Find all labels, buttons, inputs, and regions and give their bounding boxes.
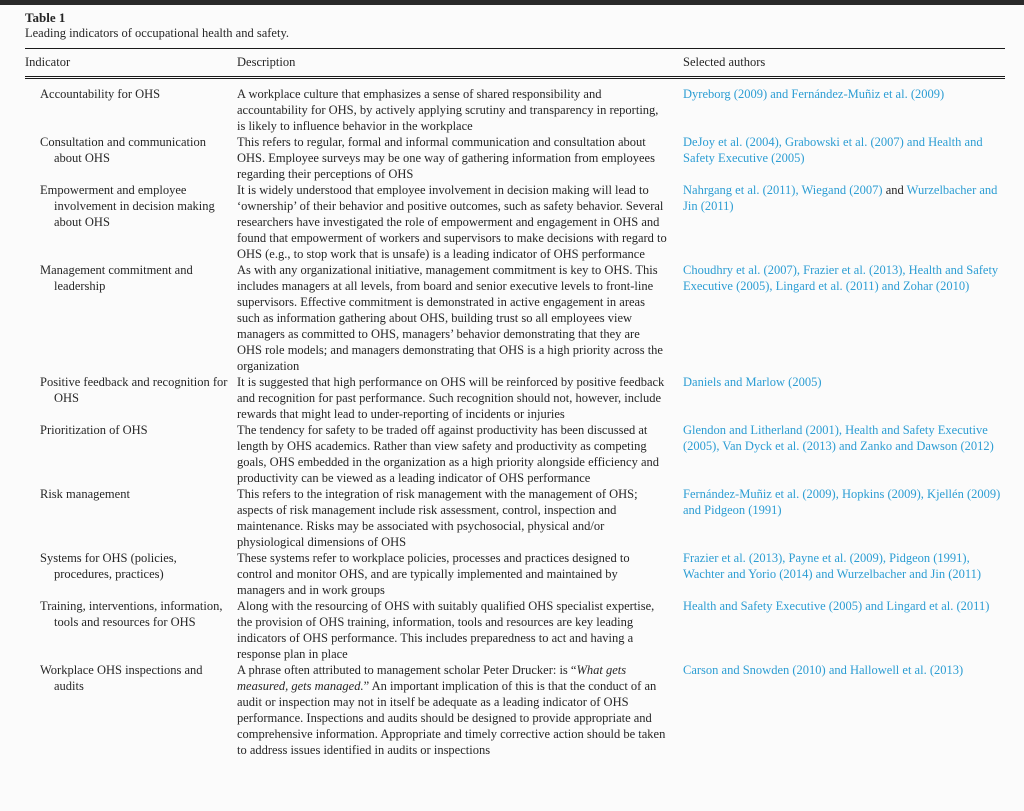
description-cell: [237, 486, 683, 550]
table-row: [25, 550, 1005, 598]
table-row: [25, 598, 1005, 662]
indicator-cell: Accountability for OHS: [40, 87, 161, 101]
authors-cell: [683, 262, 1005, 374]
indicator-cell: Empowerment and employee involvement in decision making about OHS: [40, 183, 215, 229]
description-text: A phrase often attributed to management scholar Peter Drucker: is “: [237, 663, 577, 677]
description-cell: [237, 374, 683, 422]
description-cell: [237, 662, 683, 758]
table-row: [25, 78, 1005, 135]
authors-cell: [683, 374, 1005, 422]
table-row: [25, 374, 1005, 422]
indicator-cell: Training, interventions, information, tools and resources for OHS: [40, 599, 223, 629]
citation-link[interactable]: Wurzelbacher and Jin (2011): [683, 183, 998, 213]
authors-cell: [683, 662, 1005, 758]
authors-cell: [683, 486, 1005, 550]
description-cell: [237, 134, 683, 182]
authors-cell: [683, 598, 1005, 662]
table-caption: Leading indicators of occupational health and safety.: [25, 26, 290, 40]
description-text: What gets measured, gets managed.: [237, 663, 627, 693]
description-cell: [237, 78, 683, 135]
table-row: [25, 486, 1005, 550]
indicator-cell: Risk management: [40, 487, 130, 501]
table-row: [25, 134, 1005, 182]
table-1-block: [25, 10, 1004, 758]
table-row: [25, 662, 1005, 758]
citation-link[interactable]: Daniels and Marlow (2005): [683, 375, 822, 389]
authors-cell: [683, 78, 1005, 135]
description-cell: [237, 550, 683, 598]
indicator-cell: Prioritization of OHS: [40, 423, 148, 437]
citation-link[interactable]: Dyreborg (2009) and Fernández-Muñiz et al. (2009): [683, 87, 945, 101]
column-header-description: Description: [237, 49, 683, 78]
description-text: This refers to regular, formal and informal communication and consultation about OHS. Employee surveys may be one way of gathering information from employees regarding their perceptions of OHS: [237, 135, 655, 181]
description-cell: [237, 182, 683, 262]
table-row: [25, 182, 1005, 262]
description-text: It is widely understood that employee involvement in decision making will lead to ‘ownership’ of their behavior and positive outcomes, such as safety behavior. Several researchers have investigated the role of empowerment and engagement in OHS and found that empowerment of workers and supervisors to make decisions with regard to OHS (e.g., to stop work that is unsafe) is a leading indicator of OHS performance: [237, 183, 667, 261]
indicator-cell: Workplace OHS inspections and audits: [40, 663, 203, 693]
table-title: Table 1: [25, 10, 66, 25]
citation-link[interactable]: Choudhry et al. (2007), Frazier et al. (2013), Health and Safety Executive (2005), Lingard et al. (2011) and Zohar (2010): [683, 263, 999, 293]
indicator-cell: Systems for OHS (policies, procedures, practices): [40, 551, 177, 581]
authors-cell: [683, 134, 1005, 182]
citation-link[interactable]: DeJoy et al. (2004), Grabowski et al. (2007) and Health and Safety Executive (2005): [683, 135, 983, 165]
citation-link[interactable]: Health and Safety Executive (2005) and Lingard et al. (2011): [683, 599, 990, 613]
indicator-cell: Management commitment and leadership: [40, 263, 193, 293]
description-text: Along with the resourcing of OHS with suitably qualified OHS specialist expertise, the provision of OHS training, information, tools and resources are key leading indicators of OHS performance. This includes preparedness to act and having a response plan in place: [237, 599, 655, 661]
description-cell: [237, 262, 683, 374]
description-cell: [237, 422, 683, 486]
column-header-indicator: Indicator: [25, 49, 237, 78]
table-body: [25, 78, 1005, 759]
citation-link[interactable]: Glendon and Litherland (2001), Health and Safety Executive (2005), Van Dyck et al. (2013) and Zanko and Dawson (2012): [683, 423, 994, 453]
authors-cell: [683, 422, 1005, 486]
authors-text: and: [882, 183, 907, 197]
description-text: It is suggested that high performance on OHS will be reinforced by positive feedback and recognition for past performance. Such recognition should not, however, include rewards that might lead to under-reporting of incidents or injuries: [237, 375, 665, 421]
citation-link[interactable]: Fernández-Muñiz et al. (2009), Hopkins (2009), Kjellén (2009) and Pidgeon (1991): [683, 487, 1001, 517]
citation-link[interactable]: Frazier et al. (2013), Payne et al. (2009), Pidgeon (1991), Wachter and Yorio (2014) and Wurzelbacher and Jin (2011): [683, 551, 982, 581]
description-text: A workplace culture that emphasizes a sense of shared responsibility and accountability for OHS, by actively applying scrutiny and transparency in reporting, is likely to influence behavior in the workplace: [237, 87, 659, 133]
description-text: ” An important implication of this is that the conduct of an audit or inspection may not in itself be adequate as a leading indicator of OHS performance. Inspections and audits should be designed to provide appropriate and comprehensive information. Appropriate and timely corrective action should be taken to address issues identified in audits or inspections: [237, 679, 666, 757]
description-text: These systems refer to workplace policies, processes and practices designed to control and monitor OHS, and are typically implemented and maintained by managers and in work groups: [237, 551, 630, 597]
description-cell: [237, 598, 683, 662]
column-header-selected-authors: Selected authors: [683, 49, 1005, 78]
authors-cell: [683, 182, 1005, 262]
indicator-cell: Consultation and communication about OHS: [40, 135, 206, 165]
table-row: [25, 422, 1005, 486]
description-text: The tendency for safety to be traded off against productivity has been discussed at length by OHS academics. Rather than view safety and productivity as competing goals, OHS embedded in the organization as a high priority alongside efficiency and productivity can be viewed as a leading indicator of OHS performance: [237, 423, 659, 485]
page-top-rule: [0, 0, 1024, 5]
table-header-row: [25, 49, 1005, 78]
description-text: This refers to the integration of risk management with the management of OHS; aspects of risk management include risk assessment, control, inspection and maintenance. Risks may be associated with psychosocial, physical and/or physiological dimensions of OHS: [237, 487, 638, 549]
citation-link[interactable]: Carson and Snowden (2010) and Hallowell et al. (2013): [683, 663, 964, 677]
authors-cell: [683, 550, 1005, 598]
table-row: [25, 262, 1005, 374]
description-text: As with any organizational initiative, management commitment is key to OHS. This includes managers at all levels, from board and senior executive levels to front-line supervisors. Effective commitment is demonstrated in active engagement in areas such as information gathering about OHS, building trust so all employees view managers as committed to OHS, managers’ behavior demonstrating that they are OHS role models; and managers demonstrating that OHS is a high priority across the organization: [237, 263, 663, 373]
citation-link[interactable]: Nahrgang et al. (2011), Wiegand (2007): [683, 183, 883, 197]
indicators-table: [25, 48, 1005, 758]
indicator-cell: Positive feedback and recognition for OHS: [40, 375, 228, 405]
